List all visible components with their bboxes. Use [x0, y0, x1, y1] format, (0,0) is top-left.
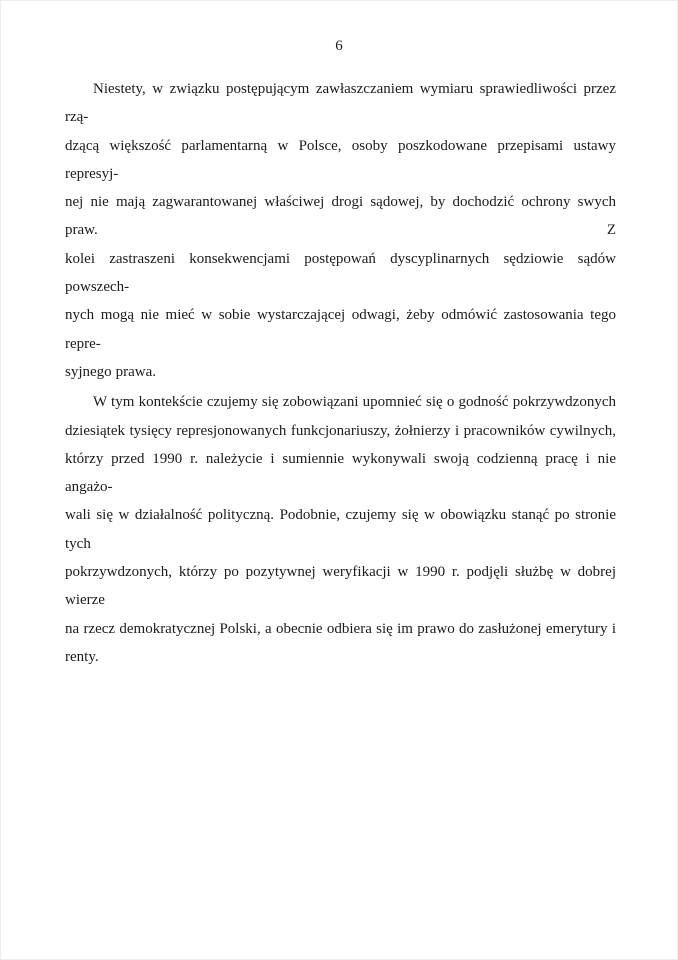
page-number: 6 — [335, 38, 343, 54]
paragraph — [65, 388, 616, 671]
text-line: na rzecz demokratycznej Polski, a obecnie odbiera się im prawo do zasłużonej emerytury i — [65, 620, 616, 637]
text-line: kolei zastraszeni konsekwencjami postępowań dyscyplinarnych sędziowie sądów powszech- — [65, 250, 616, 296]
text-line: Niestety, w związku postępującym zawłaszczaniem wymiaru sprawiedliwości przez rzą- — [65, 81, 616, 126]
text-line: wali się w działalność polityczną. Podobnie, czujemy się w obowiązku stanąć po stronie tych — [65, 507, 616, 552]
text-line: pokrzywdzonych, którzy po pozytywnej weryfikacji w 1990 r. podjęli służbę w dobrej wierze — [65, 564, 616, 609]
text-line: dziesiątek tysięcy represjonowanych funkcjonariuszy, żołnierzy i pracowników cywilnych, — [65, 422, 616, 439]
text-line: nych mogą nie mieć w sobie wystarczającej odwagi, żeby odmówić zastosowania tego repre- — [65, 307, 616, 352]
text-line: syjnego prawa. — [65, 363, 157, 380]
text-line: renty. — [65, 648, 99, 665]
text-line: którzy przed 1990 r. należycie i sumiennie wykonywali swoją codzienną pracę i nie angażo- — [65, 450, 616, 496]
paragraph — [65, 75, 616, 386]
text-line: dzącą większość parlamentarną w Polsce, osoby poszkodowane przepisami ustawy represyj- — [65, 137, 616, 182]
document-body — [65, 75, 616, 673]
text-line: W tym kontekście czujemy się zobowiązani upomnieć się o godność pokrzywdzonych — [93, 394, 616, 411]
text-line: nej nie mają zagwarantowanej właściwej drogi sądowej, by dochodzić ochrony swych praw. Z — [65, 194, 616, 239]
